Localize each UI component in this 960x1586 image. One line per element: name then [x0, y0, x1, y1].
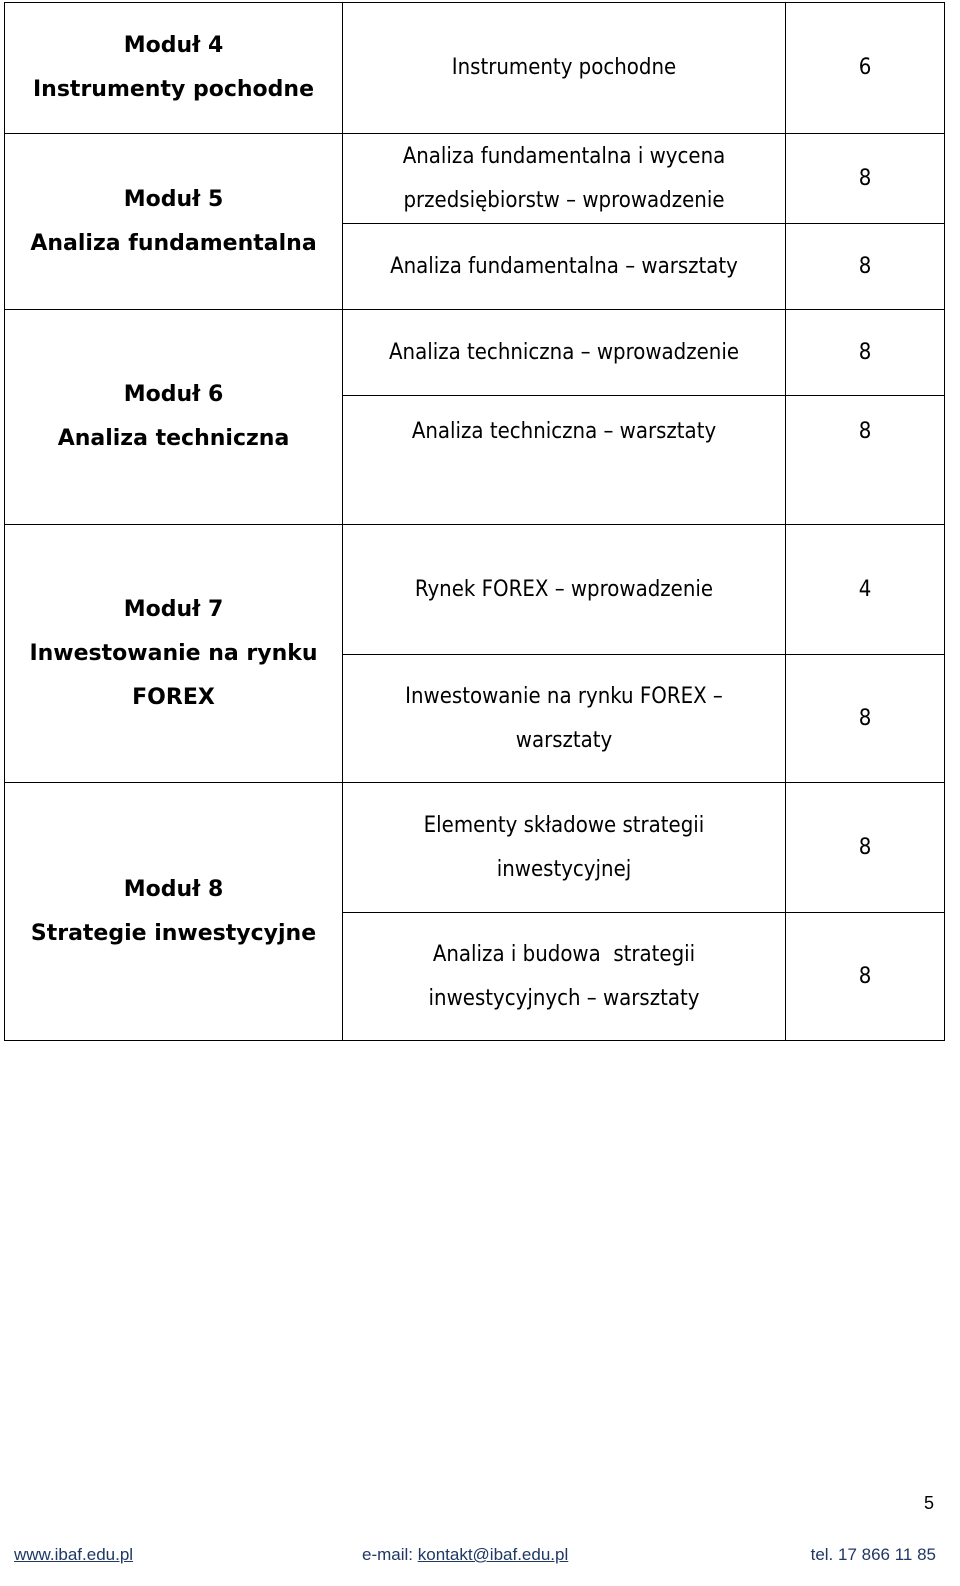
hours-cell: 4 — [786, 525, 945, 655]
module-code: Moduł 4 — [123, 33, 224, 58]
hours-cell: 8 — [786, 396, 945, 525]
module-row — [5, 525, 945, 655]
modules-table — [4, 2, 945, 1041]
module-code: Moduł 7 — [123, 596, 224, 622]
topic-text: warsztaty — [515, 727, 613, 753]
module-title: Analiza fundamentalna — [30, 230, 317, 256]
module-title: Instrumenty pochodne — [32, 77, 314, 102]
topic-text: Instrumenty pochodne — [451, 55, 677, 80]
module-title: FOREX — [132, 684, 215, 710]
module-name-cell — [5, 3, 343, 134]
page-footer — [0, 1541, 960, 1586]
module-code: Moduł 8 — [123, 876, 224, 902]
hours-cell: 6 — [786, 3, 945, 134]
module-title: Strategie inwestycyjne — [30, 920, 317, 946]
hours-cell: 8 — [786, 310, 945, 396]
module-code: Moduł 5 — [123, 186, 224, 212]
module-name-cell — [5, 525, 343, 783]
hours-cell: 8 — [786, 913, 945, 1041]
topic-text: Analiza i budowa strategii — [432, 941, 696, 967]
module-name-cell — [5, 134, 343, 310]
topic-cell — [343, 783, 786, 913]
module-code: Moduł 6 — [123, 382, 224, 407]
module-row — [5, 3, 945, 134]
topic-text: Analiza fundamentalna – warsztaty — [390, 253, 738, 279]
website-link[interactable]: www.ibaf.edu.pl — [14, 1545, 134, 1564]
topic-text: przedsiębiorstw – wprowadzenie — [403, 187, 725, 213]
email-contact — [362, 1545, 568, 1565]
email-label: e-mail: — [362, 1545, 418, 1564]
module-row — [5, 783, 945, 913]
topic-text: inwestycyjnych – warsztaty — [428, 985, 700, 1011]
module-row — [5, 310, 945, 396]
module-row — [5, 134, 945, 224]
topic-text: Analiza fundamentalna i wycena — [402, 143, 726, 169]
topic-cell — [343, 655, 786, 783]
hours-cell: 8 — [786, 783, 945, 913]
topic-text: Elementy składowe strategii — [423, 812, 705, 838]
hours-cell: 8 — [786, 224, 945, 310]
module-title: Analiza techniczna — [57, 426, 290, 451]
module-title: Inwestowanie na rynku — [29, 640, 318, 666]
page-number: 5 — [923, 1493, 934, 1513]
topic-cell — [343, 913, 786, 1041]
topic-cell — [343, 3, 786, 134]
topic-text: Analiza techniczna – warsztaty — [411, 419, 717, 444]
topic-text: Analiza techniczna – wprowadzenie — [388, 339, 740, 365]
email-link[interactable]: kontakt@ibaf.edu.pl — [417, 1545, 569, 1564]
topic-cell — [343, 525, 786, 655]
topic-text: Inwestowanie na rynku FOREX – — [405, 683, 723, 709]
hours-cell: 8 — [786, 655, 945, 783]
module-name-cell — [5, 310, 343, 525]
hours-cell: 8 — [786, 134, 945, 224]
topic-cell — [343, 396, 786, 525]
topic-text: Rynek FOREX – wprowadzenie — [414, 576, 714, 602]
topic-cell — [343, 134, 786, 224]
topic-text: inwestycyjnej — [496, 856, 632, 882]
topic-cell — [343, 310, 786, 396]
module-name-cell — [5, 783, 343, 1041]
phone-number: tel. 17 866 11 85 — [810, 1545, 936, 1564]
topic-cell — [343, 224, 786, 310]
